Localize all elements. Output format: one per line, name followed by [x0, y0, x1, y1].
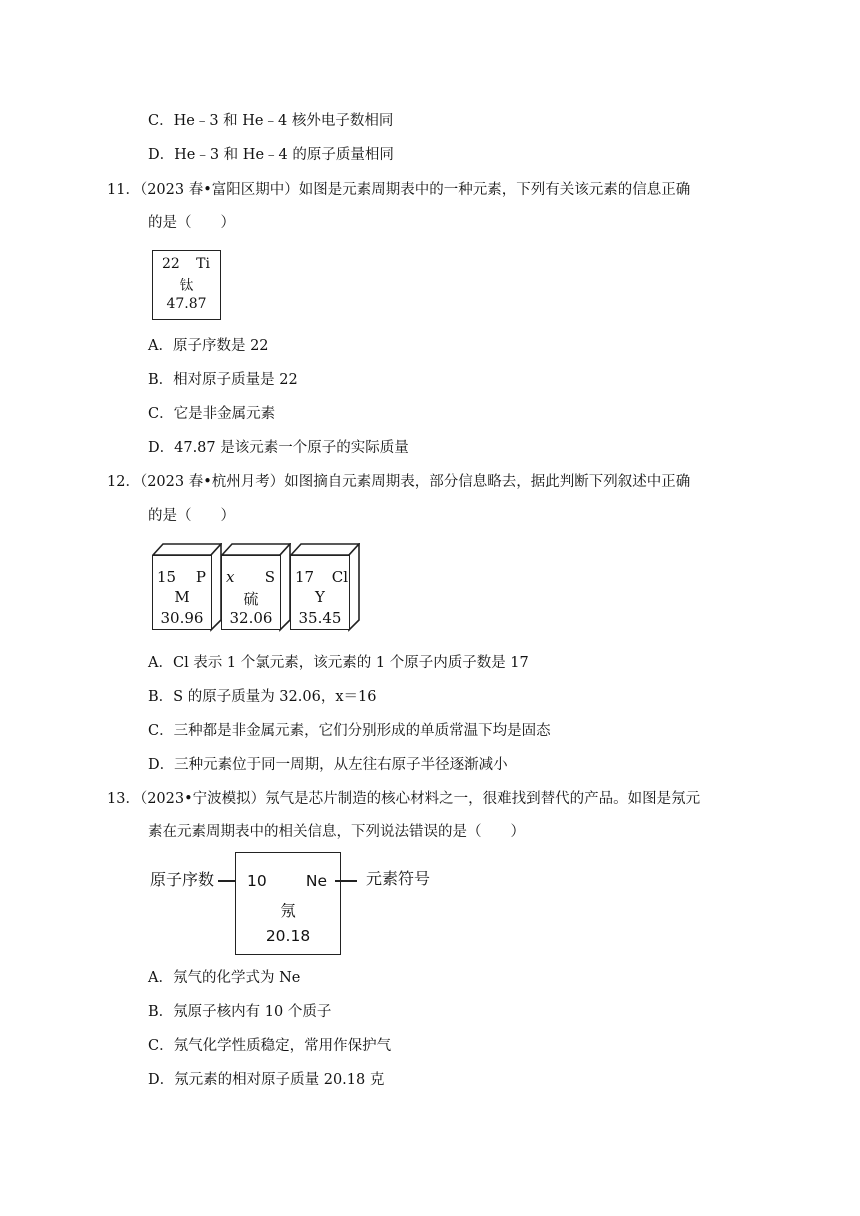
atomic-number: 22 — [162, 256, 180, 272]
atomic-mass: 35.45 — [298, 609, 342, 627]
q12-option-d: D．三种元素位于同一周期，从左往右原子半径逐渐减小 — [148, 757, 508, 773]
element-symbol: Ne — [305, 872, 327, 890]
element-name: 硫 — [243, 590, 259, 608]
element-tile-ti — [152, 250, 221, 320]
atomic-number: 17 — [295, 568, 315, 586]
element-cube-cl — [290, 543, 360, 631]
q13-option-a: A．氖气的化学式为 Ne — [148, 970, 301, 986]
element-symbol: P — [195, 568, 206, 586]
q11-stem: 11．（2023 春•富阳区期中）如图是元素周期表中的一种元素，下列有关该元素的信息正确 — [107, 182, 691, 198]
element-name: Y — [315, 588, 325, 606]
atomic-number-label: 原子序数 — [150, 870, 215, 889]
atomic-mass: 20.18 — [265, 927, 311, 945]
element-name: 氖 — [280, 902, 296, 920]
atomic-number: 15 — [157, 568, 177, 586]
atomic-mass: 47.87 — [166, 296, 207, 312]
atomic-mass: 30.96 — [160, 609, 204, 627]
q12-option-c: C．三种都是非金属元素，它们分别形成的单质常温下均是固态 — [148, 723, 551, 739]
element-name: M — [174, 588, 190, 606]
q13-stem: 13．（2023•宁波模拟）氖气是芯片制造的核心材料之一，很难找到替代的产品。如图是氖元 — [107, 791, 701, 807]
q11-option-d: D．47.87 是该元素一个原子的实际质量 — [148, 440, 409, 456]
element-symbol: Cl — [331, 568, 348, 586]
element-cube-p — [152, 543, 222, 631]
element-symbol: S — [264, 568, 275, 586]
leader-line-right — [335, 880, 357, 882]
q11-option-b: B．相对原子质量是 22 — [148, 372, 298, 388]
element-symbol: Ti — [196, 256, 210, 272]
atomic-number: 10 — [247, 872, 267, 890]
option-c-prev: C．He﹣3 和 He﹣4 核外电子数相同 — [148, 113, 394, 129]
q11-stem-cont: 的是（ ） — [148, 215, 235, 231]
q13-stem-cont: 素在元素周期表中的相关信息，下列说法错误的是（ ） — [148, 824, 525, 840]
q12-stem: 12．（2023 春•杭州月考）如图摘自元素周期表，部分信息略去，据此判断下列叙述中正确 — [107, 474, 691, 490]
q13-option-c: C．氖气化学性质稳定，常用作保护气 — [148, 1038, 392, 1054]
element-cube-s — [221, 543, 291, 631]
q13-option-b: B．氖原子核内有 10 个质子 — [148, 1004, 332, 1020]
q12-option-b: B．S 的原子质量为 32.06，x＝16 — [148, 689, 377, 705]
element-tile-ne — [235, 852, 341, 955]
atomic-mass: 32.06 — [229, 609, 273, 627]
element-symbol-label: 元素符号 — [366, 869, 431, 888]
q12-option-a: A．Cl 表示 1 个氯元素，该元素的 1 个原子内质子数是 17 — [148, 655, 529, 671]
q11-option-a: A．原子序数是 22 — [148, 338, 269, 354]
q11-option-c: C．它是非金属元素 — [148, 406, 276, 422]
q12-stem-cont: 的是（ ） — [148, 508, 235, 524]
atomic-number: x — [226, 568, 235, 586]
option-d-prev: D．He﹣3 和 He﹣4 的原子质量相同 — [148, 147, 394, 163]
q13-option-d: D．氖元素的相对原子质量 20.18 克 — [148, 1072, 385, 1088]
element-name: 钛 — [179, 278, 194, 294]
